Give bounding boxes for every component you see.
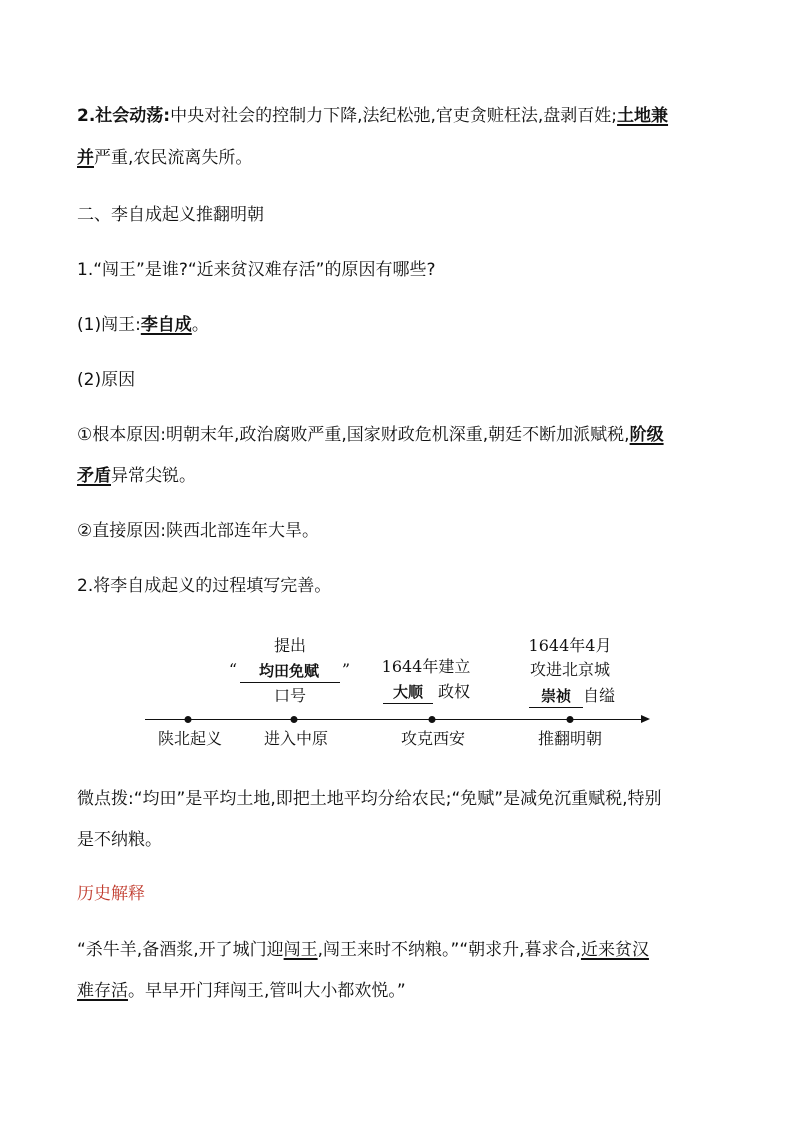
answer-land-annexation-b: 并 [77, 148, 94, 168]
social-unrest-text: 中央对社会的控制力下降,法纪松弛,官吏贪赃枉法,盘剥百姓; [170, 106, 618, 126]
folk-song-poor-a: 近来贫汉 [580, 940, 649, 960]
social-unrest-text-2: 严重,农民流离失所。 [94, 148, 253, 168]
folk-song-part-b: ,闯王来时不纳粮。”“朝求升,暮求合, [317, 940, 581, 960]
timeline-dot-1 [185, 716, 192, 723]
root-cause-line-1 [77, 423, 664, 447]
root-cause-line-2 [77, 464, 196, 488]
timeline-e3-blank [383, 703, 433, 704]
timeline-label-1: 陕北起义 [157, 729, 223, 748]
section-title-historical-interpretation: 历史解释 [77, 884, 145, 904]
timeline-e2-blank [240, 682, 340, 683]
answer-li-zicheng: 李自成 [140, 315, 192, 335]
section-title-li-zicheng: 二、李自成起义推翻明朝 [77, 205, 264, 225]
folk-song-chuangwang: 闯王 [283, 940, 318, 960]
timeline-e2-top: 提出 [273, 636, 307, 655]
timeline-label-3: 攻克西安 [400, 729, 466, 748]
social-unrest-line-1 [77, 104, 668, 128]
answer-class-conflict-b: 矛盾 [77, 466, 111, 486]
folk-song-poor-b: 难存活 [77, 981, 128, 1001]
timeline-e4-suffix: 自缢 [582, 686, 616, 705]
timeline-e2-open-quote: “ [228, 660, 238, 679]
question-1-part-2: (2)原因 [77, 370, 136, 390]
timeline-e2-bottom: 口号 [273, 686, 307, 705]
timeline-e2-answer: 均田免赋 [258, 662, 320, 680]
timeline-e3-suffix: 政权 [437, 682, 471, 701]
timeline-e4-top: 1644年4月 [528, 636, 612, 655]
timeline-dot-2 [291, 716, 298, 723]
tip-line-1: 微点拨:“均田”是平均土地,即把土地平均分给农民;“免赋”是减免沉重赋税,特别 [77, 789, 662, 809]
timeline-e2-close-quote: ” [341, 660, 351, 679]
folk-song-part-a: “杀牛羊,备酒浆,开了城门迎 [77, 940, 284, 960]
chuangwang-suffix: 。 [191, 315, 209, 335]
question-2: 2.将李自成起义的过程填写完善。 [77, 576, 332, 596]
social-unrest-line-2 [77, 146, 252, 170]
answer-class-conflict-a: 阶级 [629, 425, 664, 445]
timeline-label-4: 推翻明朝 [537, 729, 603, 748]
timeline-e4-mid: 攻进北京城 [529, 660, 611, 679]
question-1-part-1 [77, 313, 209, 337]
timeline-label-2: 进入中原 [263, 729, 329, 748]
timeline-dot-4 [567, 716, 574, 723]
timeline-e3-answer: 大顺 [392, 683, 424, 701]
folk-song-line-2 [77, 979, 406, 1003]
root-cause-suffix: 异常尖锐。 [111, 466, 196, 486]
root-cause-text: ①根本原因:明朝末年,政治腐败严重,国家财政危机深重,朝廷不断加派赋税, [77, 425, 630, 445]
question-1: 1.“闯王”是谁?“近来贫汉难存活”的原因有哪些? [77, 260, 436, 280]
timeline-e4-blank [529, 707, 583, 708]
folk-song-line-1 [77, 938, 649, 962]
direct-cause: ②直接原因:陕西北部连年大旱。 [77, 521, 319, 541]
timeline-axis [145, 719, 643, 720]
tip-line-2: 是不纳粮。 [77, 830, 162, 850]
social-unrest-label: 2.社会动荡: [77, 106, 171, 126]
chuangwang-prefix: (1)闯王: [77, 315, 141, 335]
folk-song-part-c: 。早早开门拜闯王,管叫大小都欢悦。” [128, 981, 406, 1001]
timeline-e3-top: 1644年建立 [381, 657, 471, 676]
timeline-arrow-icon [641, 715, 650, 723]
answer-land-annexation-a: 土地兼 [617, 106, 669, 126]
timeline-e4-answer: 崇祯 [540, 687, 572, 705]
timeline-dot-3 [429, 716, 436, 723]
